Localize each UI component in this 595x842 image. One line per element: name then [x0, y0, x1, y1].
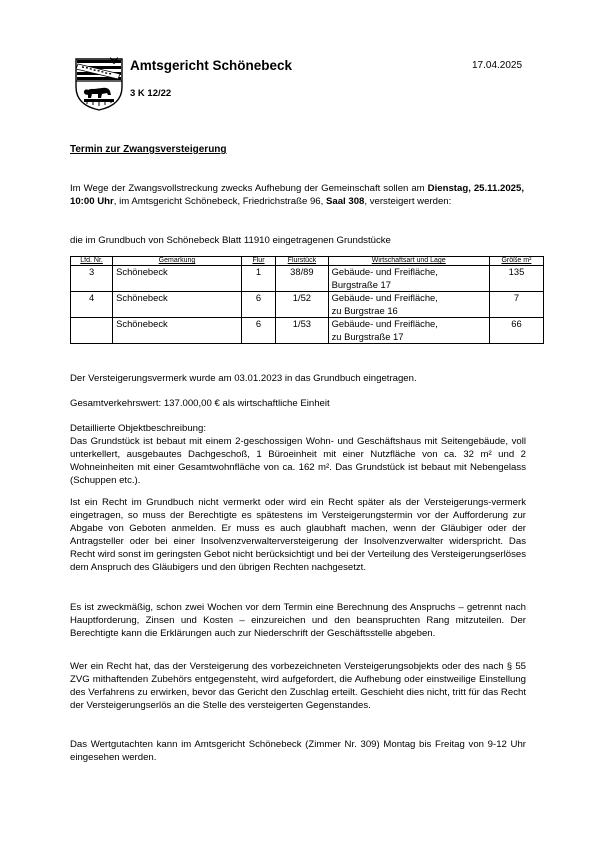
header-flur: Flur	[241, 257, 275, 266]
intro-text-after: , versteigert werden:	[364, 196, 452, 207]
cell-gemarkung: Schönebeck	[113, 292, 242, 318]
cell-flur: 6	[241, 292, 275, 318]
objekt-heading: Detaillierte Objektbeschreibung:	[70, 423, 206, 434]
intro-text-middle: , im Amtsgericht Schönebeck, Friedrichstraße 96,	[113, 196, 326, 207]
case-number: 3 K 12/22	[130, 88, 172, 99]
cell-wirtschaftsart-line2: zu Burgstraße 17	[331, 330, 404, 342]
cell-flurstueck: 1/53	[276, 318, 328, 344]
court-name: Amtsgericht Schönebeck	[130, 58, 293, 73]
document-title: Termin zur Zwangsversteigerung	[70, 144, 227, 155]
zweckmaessig-paragraph: Es ist zweckmäßig, schon zwei Wochen vor dem Termin eine Berechnung des Anspruchs – getrennt nach Hauptforderung, Zinsen und Kosten – einzureichen und den beanspruchten Rang mitzuteilen. Der Berechtigte kann die Erklärungen auch zur Niederschrift der Geschäftsstelle abgeben.	[70, 602, 526, 639]
cell-flurstueck: 38/89	[276, 266, 328, 292]
cell-gemarkung: Schönebeck	[113, 318, 242, 344]
cell-wirtschaftsart	[328, 318, 489, 344]
objekt-text: Das Grundstück ist bebaut mit einem 2-geschossigen Wohn- und Geschäftshaus mit Seitengebäude, voll unterkellert, ausgebautes Dachgeschoß, 1 Büroeinheit mit einer Nutzfläche von ca. 32 m² und 2 Wohneinheiten mit einer Gesamtwohnfläche von ca. 162 m². Das Grundstück ist bebaut mit Nebengelass (Schuppen etc.).	[70, 436, 526, 486]
cell-wirtschaftsart-line2: zu Burgstrae 16	[331, 304, 398, 316]
cell-wirtschaftsart-line2: Burgstraße 17	[331, 278, 391, 290]
table-row	[71, 292, 544, 318]
cell-wirtschaftsart	[328, 266, 489, 292]
property-table	[70, 256, 544, 344]
cell-wirtschaftsart-line1: Gebäude- und Freifläche,	[331, 318, 438, 329]
cell-wirtschaftsart-line1: Gebäude- und Freifläche,	[331, 266, 438, 277]
cell-groesse: 66	[489, 318, 543, 344]
verkehrswert-paragraph: Gesamtverkehrswert: 137.000,00 € als wirtschaftliche Einheit	[70, 398, 330, 409]
intro-text-before: Im Wege der Zwangsvollstreckung zwecks Aufhebung der Gemeinschaft sollen am	[70, 183, 428, 194]
header-wirtschaftsart: Wirtschaftsart und Lage	[328, 257, 489, 266]
table-row	[71, 266, 544, 292]
gutachten-paragraph: Das Wertgutachten kann im Amtsgericht Schönebeck (Zimmer Nr. 309) Montag bis Freitag von 9-12 Uhr eingesehen werden.	[70, 739, 526, 763]
cell-lfd: 3	[71, 266, 113, 292]
coat-of-arms-seal	[72, 57, 126, 111]
cell-flur: 6	[241, 318, 275, 344]
grundbuch-line: die im Grundbuch von Schönebeck Blatt 11910 eingetragenen Grundstücke	[70, 235, 391, 246]
auction-date-time: Dienstag, 25.11.2025, 10:00 Uhr	[70, 183, 524, 207]
cell-lfd	[71, 318, 113, 344]
header-flurstueck: Flurstück	[276, 257, 328, 266]
entgegen-paragraph: Wer ein Recht hat, das der Versteigerung des vorbezeichneten Versteigerungsobjekts oder des nach § 55 ZVG mithaftenden Zubehörs entgegensteht, wird aufgefordert, die Aufhebung oder einstweilige Einstellung des Verfahrens zu erwirken, bevor das Gericht den Zuschlag erteilt. Geschieht dies nicht, tritt für das Recht der Versteigerungserlös an die Stelle des versteigerten Gegenstandes.	[70, 661, 526, 711]
auction-room: Saal 308	[325, 196, 365, 207]
header-gemarkung: Gemarkung	[113, 257, 242, 266]
table-header-row	[71, 257, 544, 266]
header-groesse: Größe m²	[489, 257, 543, 266]
objekt-description	[70, 422, 526, 487]
cell-wirtschaftsart	[328, 292, 489, 318]
cell-lfd: 4	[71, 292, 113, 318]
cell-wirtschaftsart-line1: Gebäude- und Freifläche,	[331, 292, 438, 303]
cell-flur: 1	[241, 266, 275, 292]
cell-flurstueck: 1/52	[276, 292, 328, 318]
header-lfd-nr: Lfd. Nr.	[71, 257, 113, 266]
cell-gemarkung: Schönebeck	[113, 266, 242, 292]
document-date: 17.04.2025	[472, 60, 523, 71]
vermerk-paragraph: Der Versteigerungsvermerk wurde am 03.01.2023 in das Grundbuch eingetragen.	[70, 373, 417, 384]
table-row	[71, 318, 544, 344]
recht-paragraph: Ist ein Recht im Grundbuch nicht vermerkt oder wird ein Recht später als der Versteigerungs-vermerk eingetragen, so muss der Berechtigte es spätestens im Versteigerungstermin vor der Aufforderung zur Abgabe von Geboten anmelden. Er muss es auch glaubhaft machen, wenn der Gläubiger oder der Antragsteller oder bei einer Insolvenzverwalterversteigerung der Insolvenzverwalter widerspricht. Das Recht wird sonst im geringsten Gebot nicht berücksichtigt und bei der Verteilung des Versteigerungserlöses dem Anspruch des Gläubigers und den übrigen Rechten nachgesetzt.	[70, 497, 526, 573]
cell-groesse: 135	[489, 266, 543, 292]
intro-paragraph	[70, 182, 524, 208]
cell-groesse: 7	[489, 292, 543, 318]
